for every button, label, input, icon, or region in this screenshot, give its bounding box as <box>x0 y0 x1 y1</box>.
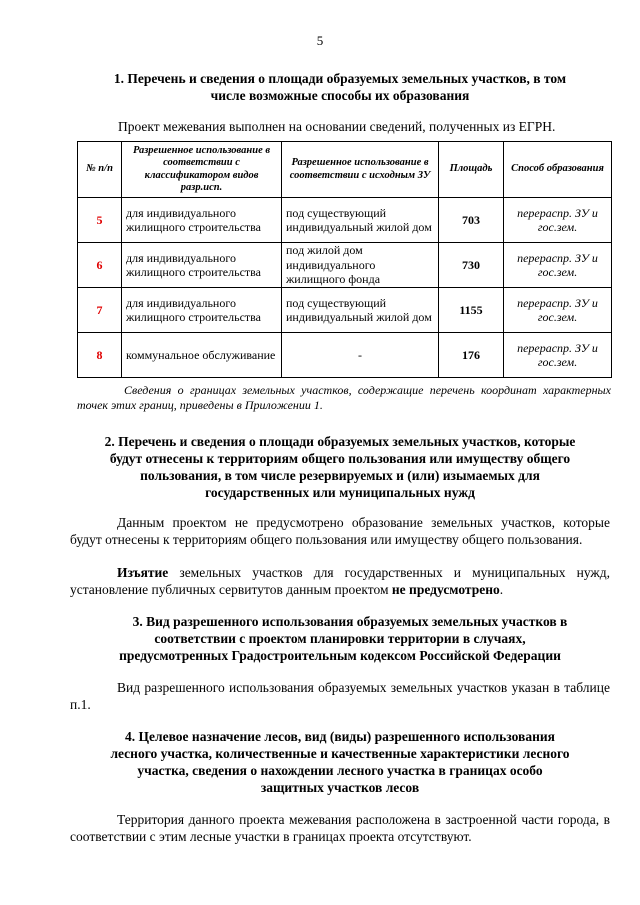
coordinates-note: Сведения о границах земельных участков, содержащие перечень координат характерных точек этих границ, приведены в Приложении 1. <box>77 383 611 412</box>
row-number: 6 <box>78 243 122 288</box>
table-header-cell: Способ образования <box>504 142 612 198</box>
classifier-use: для индивидуального жилищного строительства <box>122 288 282 333</box>
source-use: под существующий индивидуальный жилой дом <box>282 198 439 243</box>
section-4-heading <box>70 728 610 796</box>
section-3-heading-line: предусмотренных Градостроительным кодексом Российской Федерации <box>119 648 561 663</box>
table-header-cell: Разрешенное использование в соответствии с исходным ЗУ <box>282 142 439 198</box>
source-use: - <box>282 333 439 378</box>
section-3-heading-line: 3. Вид разрешенного использования образуемых земельных участков в <box>132 614 568 629</box>
section-4-heading-line: защитных участков лесов <box>260 780 420 795</box>
section-3-heading <box>70 613 640 664</box>
page-number: 5 <box>316 33 324 48</box>
not-provided-term: не предусмотрено <box>391 581 500 597</box>
section-2-heading <box>70 433 610 501</box>
area-value: 1155 <box>439 288 504 333</box>
formation-method: перераспр. ЗУ и гос.зем. <box>504 198 612 243</box>
section-2-heading-line: государственных или муниципальных нужд <box>205 485 475 500</box>
source-use: под жилой дом индивидуального жилищного фонда <box>282 243 439 288</box>
formation-method: перераспр. ЗУ и гос.зем. <box>504 243 612 288</box>
table-row <box>78 243 612 288</box>
section-3-heading-line: соответствии с проектом планировки территории в случаях, <box>154 631 526 646</box>
section-2-heading-line: будут отнесены к территориям общего пользования или имуществу общего <box>109 451 571 466</box>
seizure-text: земельных участков для государственных и муниципальных нужд, установление публичных сервитутов данным проектом <box>70 565 610 597</box>
formation-method: перераспр. ЗУ и гос.зем. <box>504 333 612 378</box>
section-4-heading-line: лесного участка, количественные и качественные характеристики лесного <box>110 746 570 761</box>
classifier-use: для индивидуального жилищного строительства <box>122 198 282 243</box>
section-4-heading-line: 4. Целевое назначение лесов, вид (виды) разрешенного использования <box>125 729 555 744</box>
section-4-paragraph: Территория данного проекта межевания расположена в застроенной части города, в соответствии с этим лесные участки в границах проекта отсутствуют. <box>70 812 610 844</box>
table-header-cell: Площадь <box>439 142 504 198</box>
section-1-heading-line: 1. Перечень и сведения о площади образуемых земельных участков, в том <box>113 71 567 86</box>
section-1-intro: Проект межевания выполнен на основании сведений, полученных из ЕГРН. <box>118 119 556 134</box>
section-2-seizure-paragraph <box>70 565 610 598</box>
row-number: 8 <box>78 333 122 378</box>
formation-method: перераспр. ЗУ и гос.зем. <box>504 288 612 333</box>
section-4-heading-line: участка, сведения о нахождении лесного участка в границах особо <box>137 763 543 778</box>
row-number: 5 <box>78 198 122 243</box>
area-value: 703 <box>439 198 504 243</box>
table-header-cell: Разрешенное использование в соответствии с классификатором видов разр.исп. <box>122 142 282 198</box>
classifier-use: для индивидуального жилищного строительства <box>122 243 282 288</box>
seizure-term: Изъятие <box>117 565 169 580</box>
table-row <box>78 333 612 378</box>
land-plots-table <box>77 141 612 378</box>
table-header-cell: № п/п <box>78 142 122 198</box>
area-value: 176 <box>439 333 504 378</box>
classifier-use: коммунальное обслуживание <box>122 333 282 378</box>
table-row <box>78 288 612 333</box>
section-1-heading-line: числе возможные способы их образования <box>210 88 470 103</box>
row-number: 7 <box>78 288 122 333</box>
section-2-paragraph: Данным проектом не предусмотрено образование земельных участков, которые будут отнесены к территориям общего пользования или имуществу общего пользования. <box>70 515 610 547</box>
section-1-heading <box>70 70 610 104</box>
section-3-paragraph: Вид разрешенного использования образуемых земельных участков указан в таблице п.1. <box>70 680 610 712</box>
section-2-heading-line: 2. Перечень и сведения о площади образуемых земельных участков, которые <box>104 434 576 449</box>
table-row <box>78 198 612 243</box>
seizure-end: . <box>499 581 504 597</box>
table-header-row <box>78 142 612 198</box>
section-2-heading-line: пользования, в том числе резервируемых и (или) изымаемых для <box>140 468 540 483</box>
source-use: под существующий индивидуальный жилой дом <box>282 288 439 333</box>
area-value: 730 <box>439 243 504 288</box>
